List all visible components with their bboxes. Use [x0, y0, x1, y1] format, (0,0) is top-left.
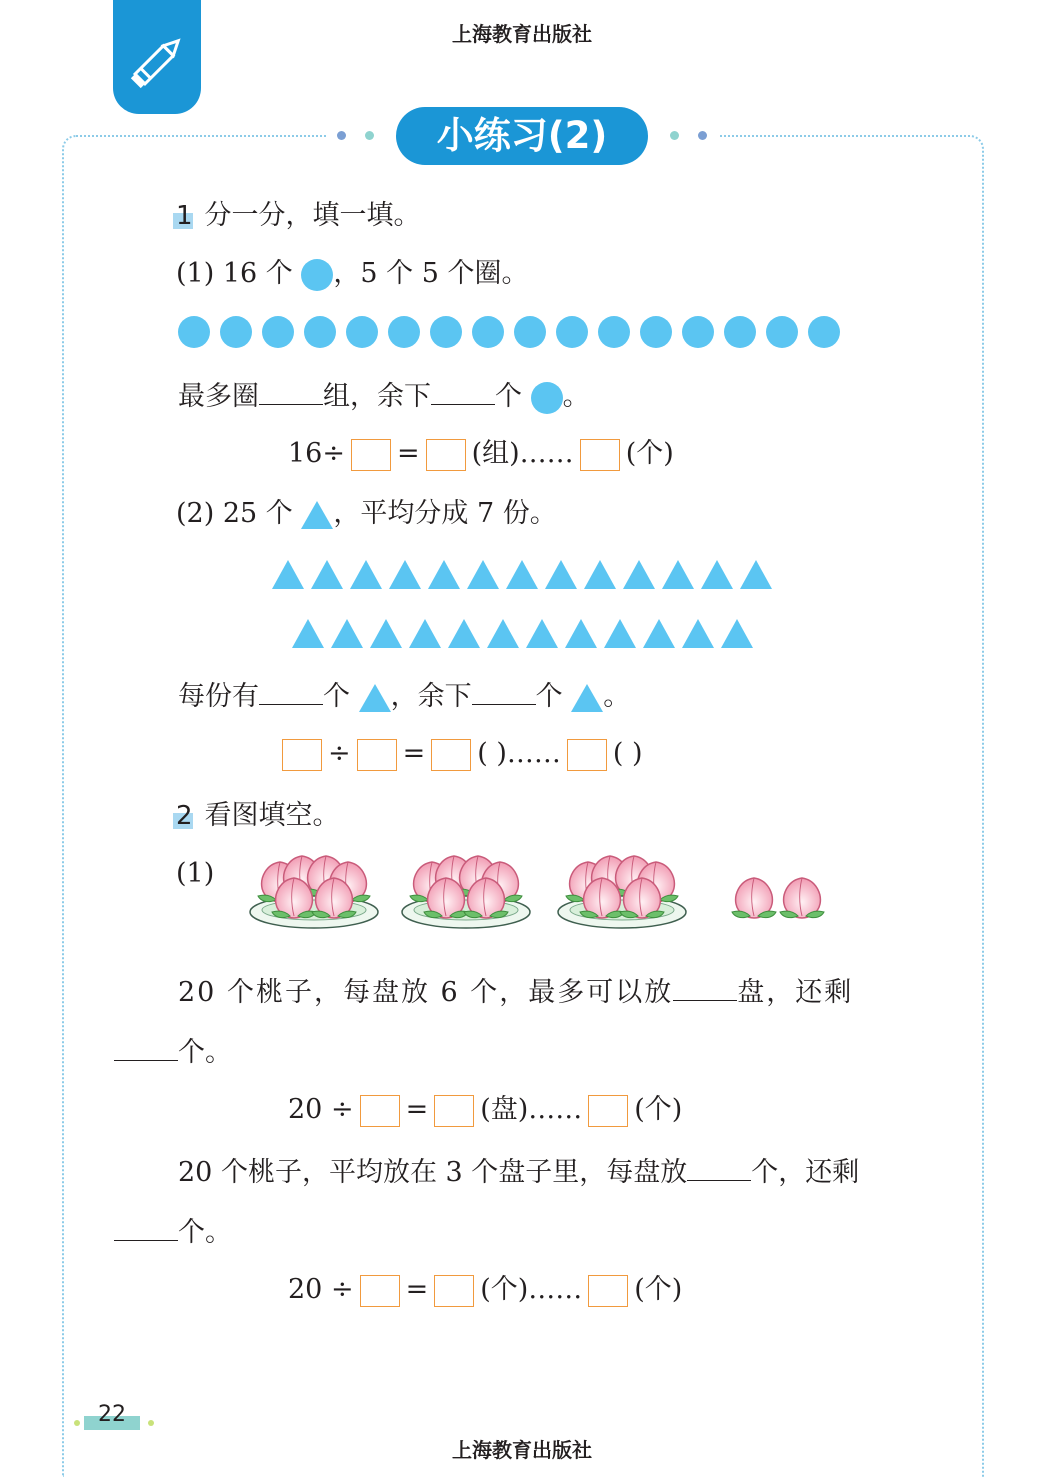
- q1-part2-fill: 每份有 个 ，余下 个 。: [178, 676, 630, 715]
- circle-icon: [301, 259, 333, 291]
- circle-row: [178, 316, 840, 348]
- triangle-icon: [701, 560, 733, 589]
- triangle-icon: [487, 619, 519, 648]
- page-number: 22: [84, 1402, 150, 1428]
- triangle-icon: [409, 619, 441, 648]
- answer-blank[interactable]: [259, 376, 323, 405]
- q2-part-label: (1): [176, 858, 215, 889]
- triangle-icon: [545, 560, 577, 589]
- decor-dot: [670, 131, 679, 140]
- pencil-tab: [113, 0, 201, 114]
- answer-box[interactable]: [580, 439, 620, 471]
- decor-dot: [337, 131, 346, 140]
- triangle-icon: [428, 560, 460, 589]
- page-title: 小练习(2): [396, 107, 648, 165]
- circle-icon: [724, 316, 756, 348]
- circle-icon: [808, 316, 840, 348]
- answer-blank[interactable]: [431, 376, 495, 405]
- answer-box[interactable]: [426, 439, 466, 471]
- q2-equation1: 20 ÷ = (盘)…… (个): [288, 1094, 683, 1125]
- q2-sentence2: 20 个桃子，平均放在 3 个盘子里，每盘放 个，还剩: [178, 1152, 859, 1191]
- triangle-icon: [740, 560, 772, 589]
- circle-icon: [304, 316, 336, 348]
- footer-publisher: 上海教育出版社: [452, 1438, 592, 1462]
- loose-peach: [780, 878, 824, 918]
- decor-dot: [365, 131, 374, 140]
- circle-icon: [598, 316, 630, 348]
- q2-heading: [176, 798, 340, 834]
- answer-blank[interactable]: [673, 972, 737, 1001]
- answer-box[interactable]: [588, 1095, 628, 1127]
- answer-box[interactable]: [434, 1095, 474, 1127]
- triangle-icon: [467, 560, 499, 589]
- circle-icon: [640, 316, 672, 348]
- q1-instruction: 分一分，填一填。: [204, 200, 421, 231]
- triangle-icon: [448, 619, 480, 648]
- triangle-icon: [359, 684, 391, 712]
- peach-plate: [250, 856, 378, 928]
- answer-box[interactable]: [360, 1095, 400, 1127]
- triangle-icon: [643, 619, 675, 648]
- q1-heading: [176, 198, 421, 234]
- answer-blank[interactable]: [114, 1212, 178, 1241]
- q2-number: 2: [176, 798, 193, 834]
- q2-instruction: 看图填空。: [204, 800, 340, 831]
- triangle-icon: [506, 560, 538, 589]
- triangle-icon: [571, 684, 603, 712]
- loose-peach: [732, 878, 776, 918]
- answer-box[interactable]: [351, 439, 391, 471]
- q1-part1-prompt: (1) 16 个 ，5 个 5 个圈。: [176, 258, 529, 289]
- triangle-icon: [292, 619, 324, 648]
- circle-icon: [430, 316, 462, 348]
- pencil-icon: [113, 0, 201, 114]
- circle-icon: [682, 316, 714, 348]
- triangle-row-2: [292, 619, 753, 648]
- circle-icon: [766, 316, 798, 348]
- triangle-row-1: [272, 560, 772, 589]
- triangle-icon: [623, 560, 655, 589]
- triangle-icon: [389, 560, 421, 589]
- triangle-icon: [370, 619, 402, 648]
- answer-box[interactable]: [357, 739, 397, 771]
- header-publisher: 上海教育出版社: [452, 22, 592, 46]
- triangle-icon: [682, 619, 714, 648]
- circle-icon: [262, 316, 294, 348]
- circle-icon: [472, 316, 504, 348]
- q1-part2-prompt: (2) 25 个 ，平均分成 7 份。: [176, 498, 557, 529]
- q1-part1-fill: 最多圈 组，余下 个 。: [178, 376, 590, 415]
- triangle-icon: [565, 619, 597, 648]
- answer-blank[interactable]: [472, 676, 536, 705]
- circle-icon: [531, 382, 563, 414]
- answer-box[interactable]: [282, 739, 322, 771]
- answer-blank[interactable]: [687, 1152, 751, 1181]
- q2-sentence1-cont: 个。: [114, 1032, 232, 1071]
- triangle-icon: [526, 619, 558, 648]
- peach-plate: [558, 856, 686, 928]
- triangle-icon: [311, 560, 343, 589]
- answer-box[interactable]: [431, 739, 471, 771]
- decor-dot: [698, 131, 707, 140]
- answer-blank[interactable]: [259, 676, 323, 705]
- q1-part2-equation: ÷ = ( )…… ( ): [276, 736, 643, 772]
- answer-box[interactable]: [434, 1275, 474, 1307]
- circle-icon: [220, 316, 252, 348]
- q2-equation2: 20 ÷ = (个)…… (个): [288, 1274, 683, 1305]
- circle-icon: [514, 316, 546, 348]
- triangle-icon: [721, 619, 753, 648]
- triangle-icon: [662, 560, 694, 589]
- circle-icon: [388, 316, 420, 348]
- triangle-icon: [301, 501, 333, 529]
- answer-box[interactable]: [588, 1275, 628, 1307]
- peach-plate: [402, 856, 530, 928]
- circle-icon: [178, 316, 210, 348]
- peach-plates-illustration: [246, 852, 846, 936]
- triangle-icon: [604, 619, 636, 648]
- q2-sentence2-cont: 个。: [114, 1212, 232, 1251]
- answer-blank[interactable]: [114, 1032, 178, 1061]
- triangle-icon: [331, 619, 363, 648]
- q1-number: 1: [176, 198, 193, 234]
- answer-box[interactable]: [360, 1275, 400, 1307]
- answer-box[interactable]: [567, 739, 607, 771]
- triangle-icon: [272, 560, 304, 589]
- triangle-icon: [584, 560, 616, 589]
- triangle-icon: [350, 560, 382, 589]
- q1-part1-equation: 16÷ = (组)…… (个): [288, 438, 674, 469]
- circle-icon: [346, 316, 378, 348]
- circle-icon: [556, 316, 588, 348]
- q2-sentence1: 20 个桃子，每盘放 6 个，最多可以放 盘，还剩: [178, 972, 853, 1011]
